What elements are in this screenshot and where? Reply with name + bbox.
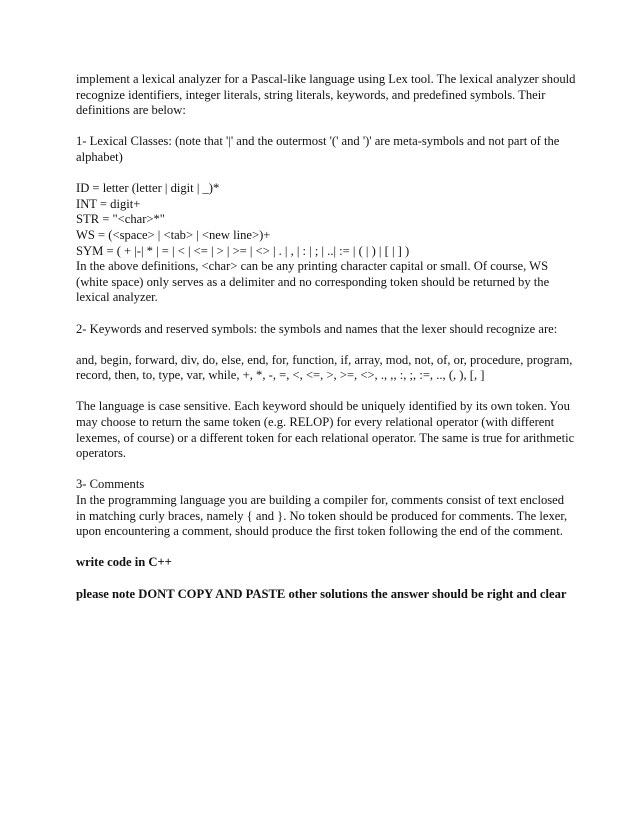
section-3-heading: 3- Comments [76,477,145,492]
definition-str: STR = "<char>*" [76,212,165,227]
definition-id: ID = letter (letter | digit | _)* [76,181,220,196]
definitions-note: In the above definitions, <char> can be any printing character capital or small. Of course, WS (white space) only serves as a delimiter and no corresponding token should be returned by the lexical analyzer. [76,259,550,305]
definition-int: INT = digit+ [76,196,141,211]
section-1-heading: 1- Lexical Classes: (note that '|' and the outermost '(' and ')' are meta-symbols and not part of the alphabet) [76,134,560,164]
definitions-block [76,181,576,259]
definition-sym: SYM = ( + |-| * | = | < | <= | > | >= | <> | . | , | : | ; | ..| := | ( | ) | [ | ] ) [76,243,410,258]
document-page [76,72,576,618]
instruction-code-language: write code in C++ [76,555,172,570]
section-2-heading: 2- Keywords and reserved symbols: the symbols and names that the lexer should recognize are: [76,321,558,336]
intro-paragraph: implement a lexical analyzer for a Pascal-like language using Lex tool. The lexical analyzer should recognize identifiers, integer literals, string literals, keywords, and predefined symbols. Their definitions are below: [76,72,576,118]
case-sensitivity-note: The language is case sensitive. Each keyword should be uniquely identified by its own token. You may choose to return the same token (e.g. RELOP) for every relational operator (with different lexemes, of course) or a different token for each relational operator. The same is true for arithmetic operators. [76,399,575,461]
comments-paragraph: In the programming language you are building a compiler for, comments consist of text enclosed in matching curly braces, namely { and }. No token should be produced for comments. The lexer, upon encountering a comment, should produce the first token following the end of the comment. [76,493,568,539]
keywords-list: and, begin, forward, div, do, else, end, for, function, if, array, mod, not, of, or, procedure, program, record, then, to, type, var, while, +, *, -, =, <, <=, >, >=, <>, ., ,, :, ;, :=, .., (, ), [, ] [76,352,573,383]
instruction-originality-note: please note DONT COPY AND PASTE other solutions the answer should be right and clear [76,586,567,601]
definition-ws: WS = (<space> | <tab> | <new line>)+ [76,227,271,242]
